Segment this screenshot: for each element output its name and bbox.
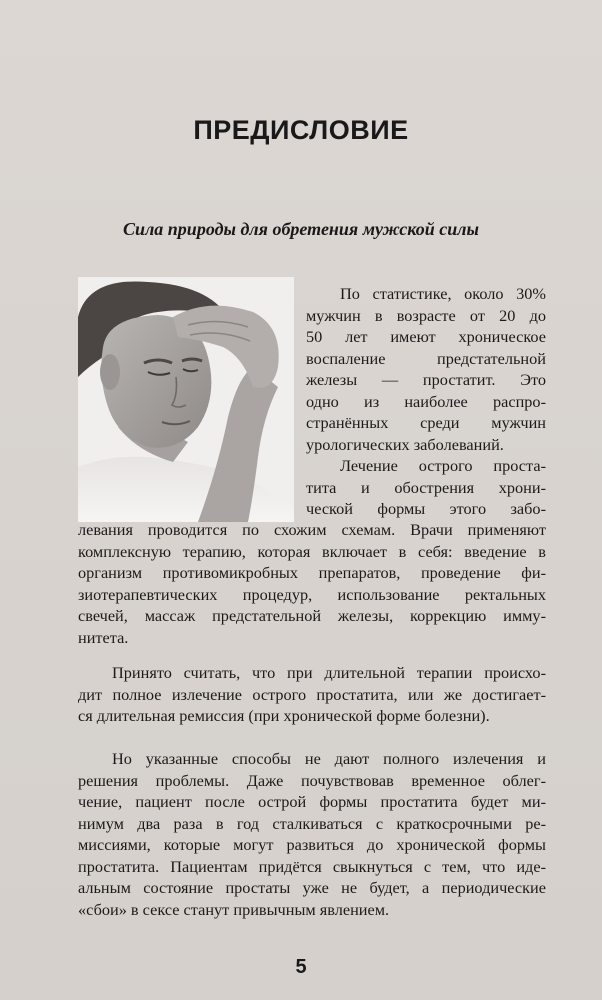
text-line: миссиями, которые могут развиться до хронической формы [78, 835, 546, 854]
text-line: одно из наиболее распро- [306, 391, 546, 411]
text-line: мужчин в возрасте от 20 до [306, 305, 546, 325]
text-line: Лечение острого проста- [340, 456, 546, 475]
text-line: «сбои» в сексе станут привычным явлением. [78, 899, 390, 919]
paragraph-treatment [78, 519, 546, 648]
text-line: ческой формы этого забо- [306, 499, 546, 518]
text-line: комплексную терапию, которая включает в себя: введение в [78, 541, 546, 561]
page-number: 5 [295, 956, 307, 978]
photo-man-headache [78, 277, 294, 522]
text-line: странённых среди мужчин [306, 413, 546, 432]
chapter-title: ПРЕДИСЛОВИЕ [193, 115, 409, 145]
text-line: воспаление предстательной [306, 348, 546, 368]
paragraph-long-therapy [78, 662, 546, 727]
text-line: простатита. Пациентам придётся свыкнуться с тем, что иде- [78, 856, 546, 876]
text-line: 50 лет имеют хроническое [306, 327, 546, 346]
chapter-subtitle: Сила природы для обретения мужской силы [123, 219, 479, 239]
text-line: чение, пациент после острой формы простатита будет ми- [78, 792, 546, 811]
text-line: Принято считать, что при длительной терапии происхо- [112, 663, 546, 682]
text-line: зиотерапевтических процедур, использование ректальных [78, 584, 546, 604]
text-line: железы — простатит. Это [306, 370, 546, 389]
text-line: урологических заболеваний. [306, 434, 504, 454]
text-line: По статистике, около 30% [340, 284, 546, 303]
text-line: решения проблемы. Даже почувствовав временное облег- [78, 770, 546, 790]
text-line: организм противомикробных препаратов, проведение фи- [78, 563, 546, 582]
text-line: левания проводится по схожим схемам. Врачи применяют [78, 520, 546, 539]
text-line: альным состояние простаты уже не будет, а периодические [78, 878, 546, 897]
man-holding-head-illustration [78, 277, 294, 522]
wrapped-text-block [306, 283, 546, 520]
text-line: дит полное излечение острого простатита, или же достигает- [78, 684, 546, 704]
text-line: ся длительная ремиссия (при хронической форме болезни). [78, 706, 490, 725]
text-line: нимум два раза в год сталкиваться с краткосрочными ре- [78, 813, 546, 833]
text-line: свечей, массаж предстательной железы, коррекцию иммy- [78, 606, 546, 625]
paragraph-methods [78, 748, 546, 920]
text-line: тита и обострения хрони- [306, 477, 546, 497]
text-line: Но указанные способы не дают полного излечения и [112, 749, 546, 768]
text-line: нитета. [78, 627, 129, 647]
